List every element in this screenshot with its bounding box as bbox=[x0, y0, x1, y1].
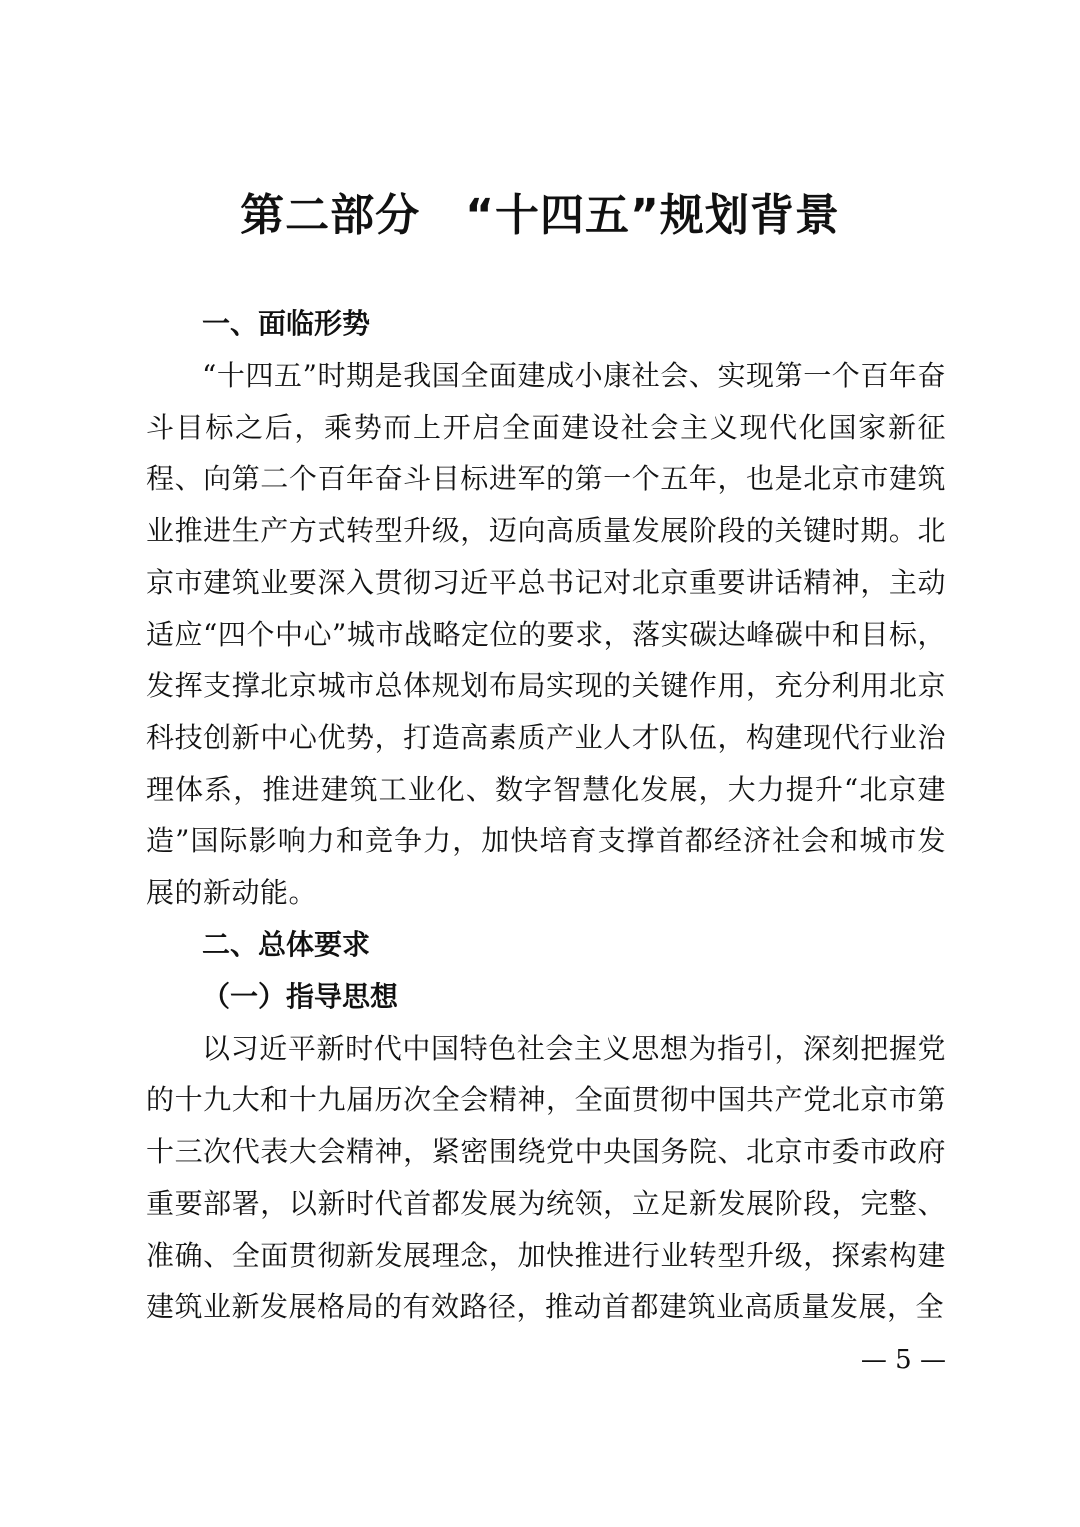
section-paragraph-situation: “十四五”时期是我国全面建成小康社会、实现第一个百年奋斗目标之后，乘势而上开启全面建设社会主义现代化国家新征程、向第二个百年奋斗目标进军的第一个五年，也是北京市建筑业推进生产方式转型升级，迈向高质量发展阶段的关键时期。北京市建筑业要深入贯彻习近平总书记对北京重要讲话精神，主动适应“四个中心”城市战略定位的要求，落实碳达峰碳中和目标，发挥支撑北京城市总体规划布局实现的关键作用，充分利用北京科技创新中心优势，打造高素质产业人才队伍，构建现代行业治理体系，推进建筑工业化、数字智慧化发展，大力提升“北京建造”国际影响力和竞争力，加快培育支撑首都经济社会和城市发展的新动能。 bbox=[146, 359, 946, 910]
section-heading-requirements: 二、总体要求 bbox=[202, 927, 371, 961]
page-title: 第二部分 “十四五”规划背景 bbox=[240, 190, 840, 241]
section-heading-situation: 一、面临形势 bbox=[202, 307, 371, 340]
page-number: — 5 — bbox=[860, 1345, 946, 1375]
section-paragraph-guiding-ideology: 以习近平新时代中国特色社会主义思想为指引，深刻把握党的十九大和十九届历次全会精神，全面贯彻中国共产党北京市第十三次代表大会精神，紧密围绕党中央国务院、北京市委市政府重要部署，以新时代首都发展为统领，立足新发展阶段，完整、准确、全面贯彻新发展理念，加快推进行业转型升级，探索构建建筑业新发展格局的有效路径，推动首都建筑业高质量发展，全 bbox=[146, 1031, 946, 1324]
document-body bbox=[146, 298, 946, 1333]
subsection-heading-guiding-ideology: （一）指导思想 bbox=[202, 979, 399, 1013]
